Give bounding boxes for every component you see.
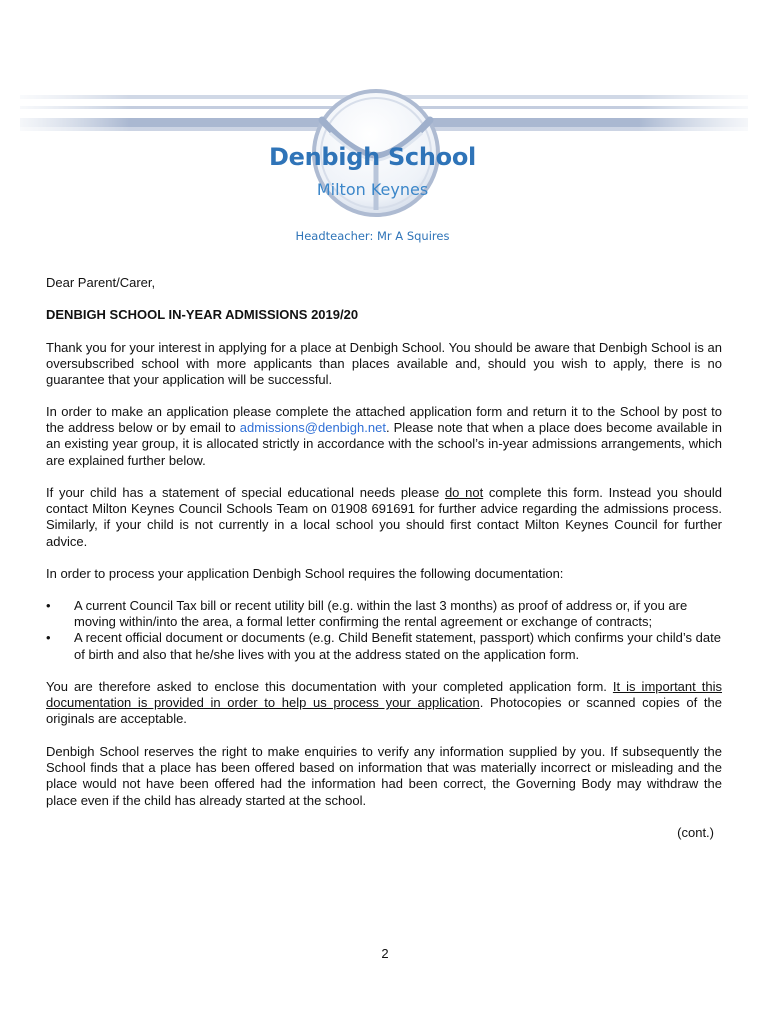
list-item (46, 598, 722, 630)
paragraph-enclose-text-2: . Photocopies or scanned copies of the originals are acceptable. (46, 695, 722, 727)
salutation: Dear Parent/Carer, (46, 275, 156, 290)
paragraph-documentation: In order to process your application Denbigh School requires the following documentation: (46, 566, 564, 581)
paragraph-sen (46, 485, 722, 550)
admissions-email-link[interactable]: admissions@denbigh.net (239, 420, 386, 436)
list-item-text: A recent official document or documents (e.g. Child Benefit statement, passport) which confirms your child’s date of birth and also that he/she lives with you at the address stated on the application form. (74, 630, 721, 662)
paragraph-application-text-1: In order to make an application please complete the attached application form and return it to the School by post to the address below or by email to (46, 404, 722, 436)
paragraph-application-text-2: . Please note that when a place does become available in an existing year group, it is allocated strictly in accordance with the school’s in-year admissions arrangements, which are explained further below. (46, 420, 722, 468)
paragraph-sen-text-2: complete this form. Instead you should contact Milton Keynes Council Schools Team on 01908 691691 for further advice regarding the admissions process. Similarly, if your child is not currently in a local school you should first contact Milton Keynes Council for further advice. (46, 485, 722, 549)
documentation-list (46, 598, 722, 663)
paragraph-application (46, 404, 722, 469)
bullet-icon: • (46, 598, 51, 613)
paragraph-verification: Denbigh School reserves the right to make enquiries to verify any information supplied by you. If subsequently the School finds that a place has been offered based on information that was materially incorrect or misleading and the place would not have been offered had the information had been correct, the Governing Body may withdraw the place even if the child has already started at the school. (46, 744, 722, 808)
paragraph-intro: Thank you for your interest in applying for a place at Denbigh School. You should be aware that Denbigh School is an oversubscribed school with more applicants than places available and, should you wish to apply, there is no guarantee that your application will be successful. (46, 340, 722, 388)
headteacher-line: Headteacher: Mr A Squires (295, 229, 450, 243)
list-item (46, 630, 722, 662)
paragraph-enclose-text-1: You are therefore asked to enclose this documentation with your completed application form. (46, 679, 613, 694)
school-town: Milton Keynes (316, 180, 429, 199)
bullet-icon: • (46, 630, 51, 646)
page-number: 2 (381, 946, 389, 961)
important-emphasis: It is important this documentation is provided in order to help us process your application (46, 679, 722, 711)
school-name: Denbigh School (269, 143, 476, 171)
letter-heading: DENBIGH SCHOOL IN-YEAR ADMISSIONS 2019/20 (46, 307, 359, 322)
paragraph-sen-text-1: If your child has a statement of special educational needs please (46, 485, 445, 500)
continued-note: (cont.) (677, 825, 714, 840)
list-item-text: A current Council Tax bill or recent utility bill (e.g. within the last 3 months) as proof of address or, if you are moving within/into the area, a formal letter confirming the rental agreement or exchange of contracts; (74, 598, 688, 630)
paragraph-enclose (46, 679, 722, 728)
do-not-emphasis: do not (444, 485, 484, 500)
